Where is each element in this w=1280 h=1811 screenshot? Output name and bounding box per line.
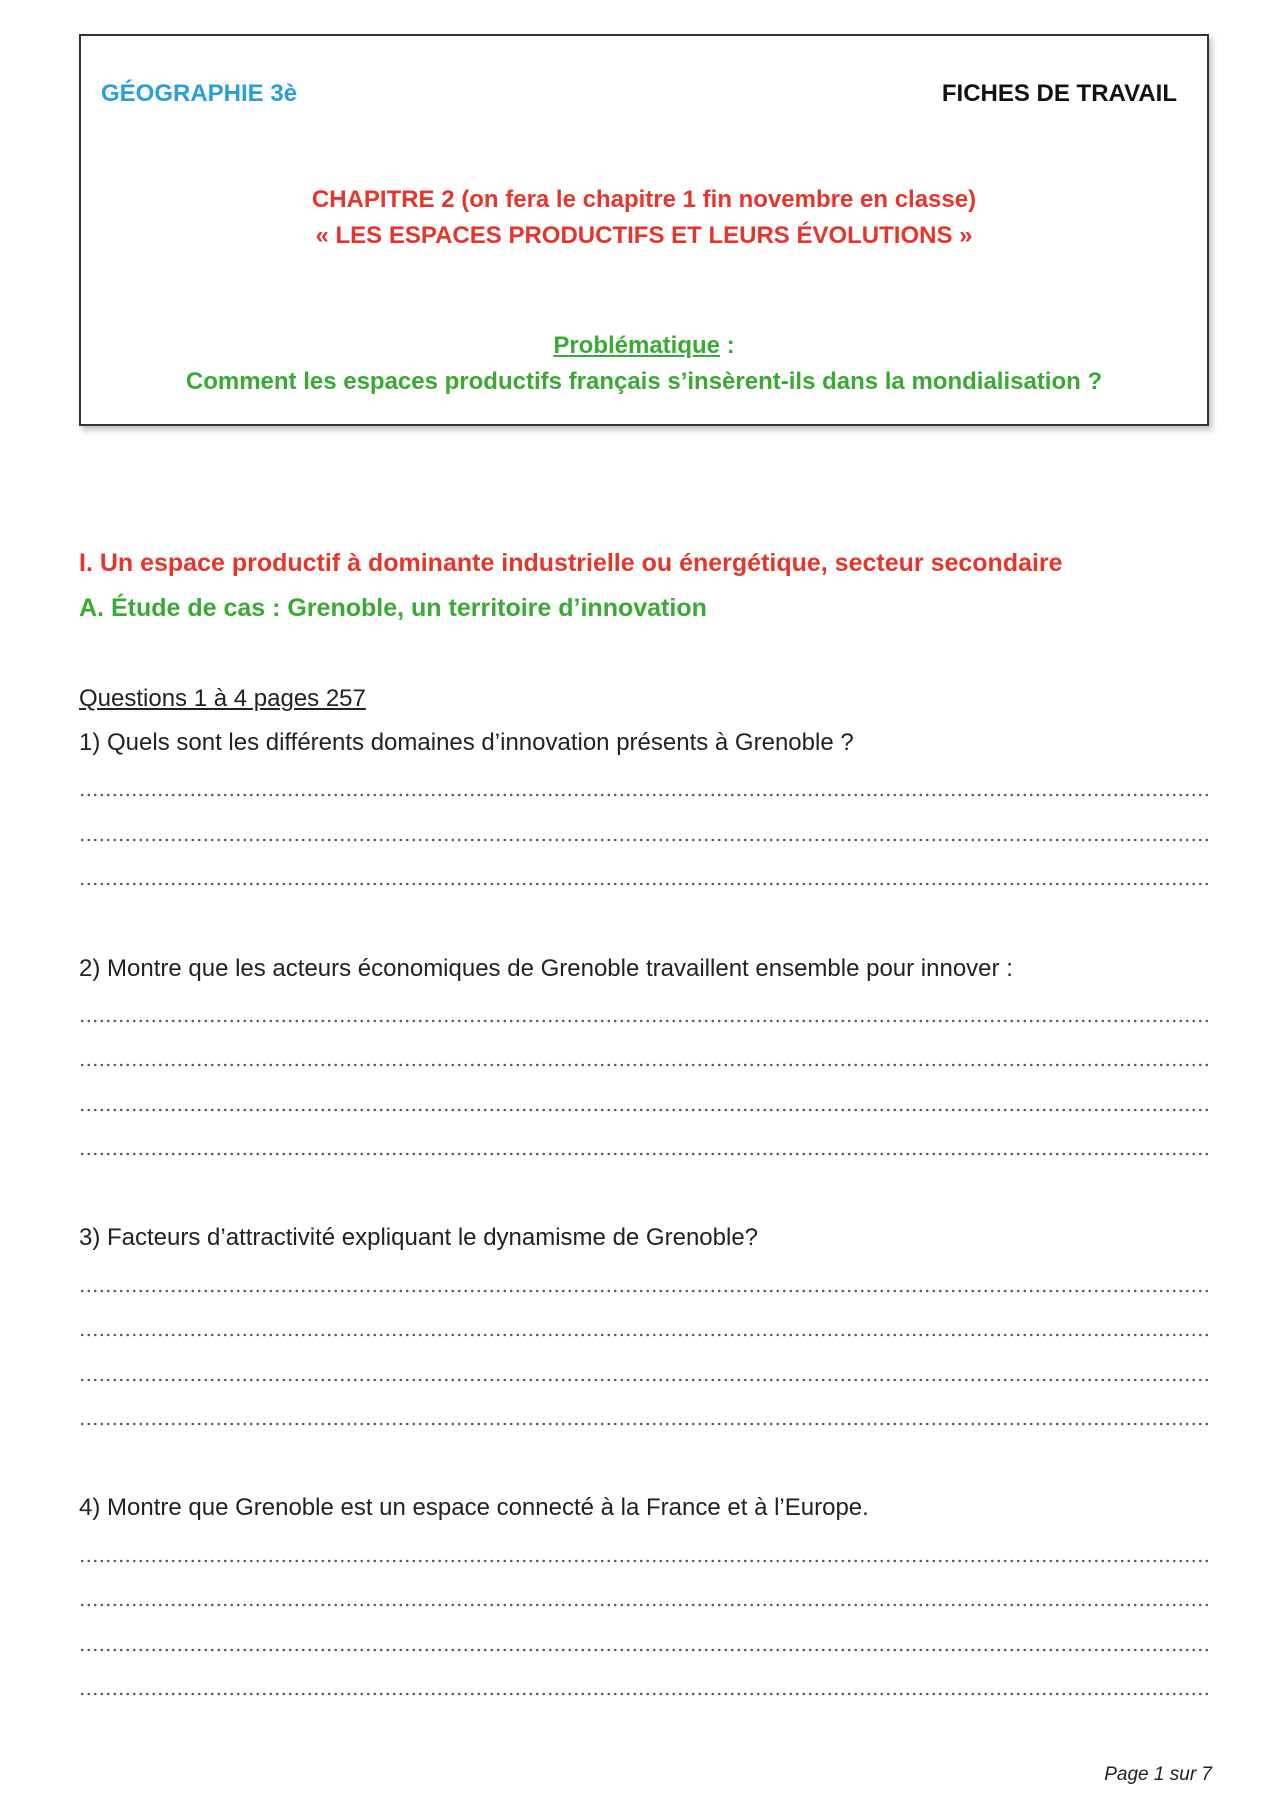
answer-line[interactable]	[79, 1152, 1209, 1156]
answer-line[interactable]	[79, 838, 1209, 842]
answer-line[interactable]	[79, 1019, 1209, 1023]
subject-label: GÉOGRAPHIE 3è	[101, 80, 298, 107]
question-2: 2) Montre que les acteurs économiques de Grenoble travaillent ensemble pour innover :	[79, 955, 1013, 982]
answer-line[interactable]	[79, 1289, 1209, 1293]
questions-reference: Questions 1 à 4 pages 257	[79, 685, 366, 712]
question-3: 3) Facteurs d’attractivité expliquant le dynamisme de Grenoble?	[79, 1224, 759, 1251]
answer-line[interactable]	[79, 882, 1209, 886]
question-1: 1) Quels sont les différents domaines d’innovation présents à Grenoble ?	[79, 729, 854, 756]
answer-line[interactable]	[79, 1603, 1209, 1607]
answer-line[interactable]	[79, 1692, 1209, 1696]
answer-line[interactable]	[79, 1378, 1209, 1382]
answer-line[interactable]	[79, 1559, 1209, 1563]
answer-line[interactable]	[79, 1422, 1209, 1426]
question-4: 4) Montre que Grenoble est un espace connecté à la France et à l’Europe.	[79, 1494, 869, 1521]
problematique-heading	[81, 332, 1207, 360]
doc-type-label: FICHES DE TRAVAIL	[941, 80, 1177, 107]
chapter-subtitle: « LES ESPACES PRODUCTIFS ET LEURS ÉVOLUTIONS »	[315, 222, 973, 249]
problematique-question: Comment les espaces productifs français s’insèrent-ils dans la mondialisation ?	[185, 368, 1103, 395]
problematique-label: Problématique	[553, 332, 721, 359]
chapter-title: CHAPITRE 2 (on fera le chapitre 1 fin novembre en classe)	[311, 186, 977, 213]
header-box	[79, 34, 1209, 426]
problematique-colon: :	[720, 332, 735, 359]
answer-line[interactable]	[79, 793, 1209, 797]
answer-line[interactable]	[79, 1108, 1209, 1112]
page-number: Page 1 sur 7	[1104, 1764, 1212, 1785]
section-title: I. Un espace productif à dominante industrielle ou énergétique, secteur secondaire	[79, 549, 1063, 577]
answer-line[interactable]	[79, 1063, 1209, 1067]
answer-line[interactable]	[79, 1333, 1209, 1337]
answer-line[interactable]	[79, 1648, 1209, 1652]
subsection-title: A. Étude de cas : Grenoble, un territoire d’innovation	[79, 594, 707, 622]
